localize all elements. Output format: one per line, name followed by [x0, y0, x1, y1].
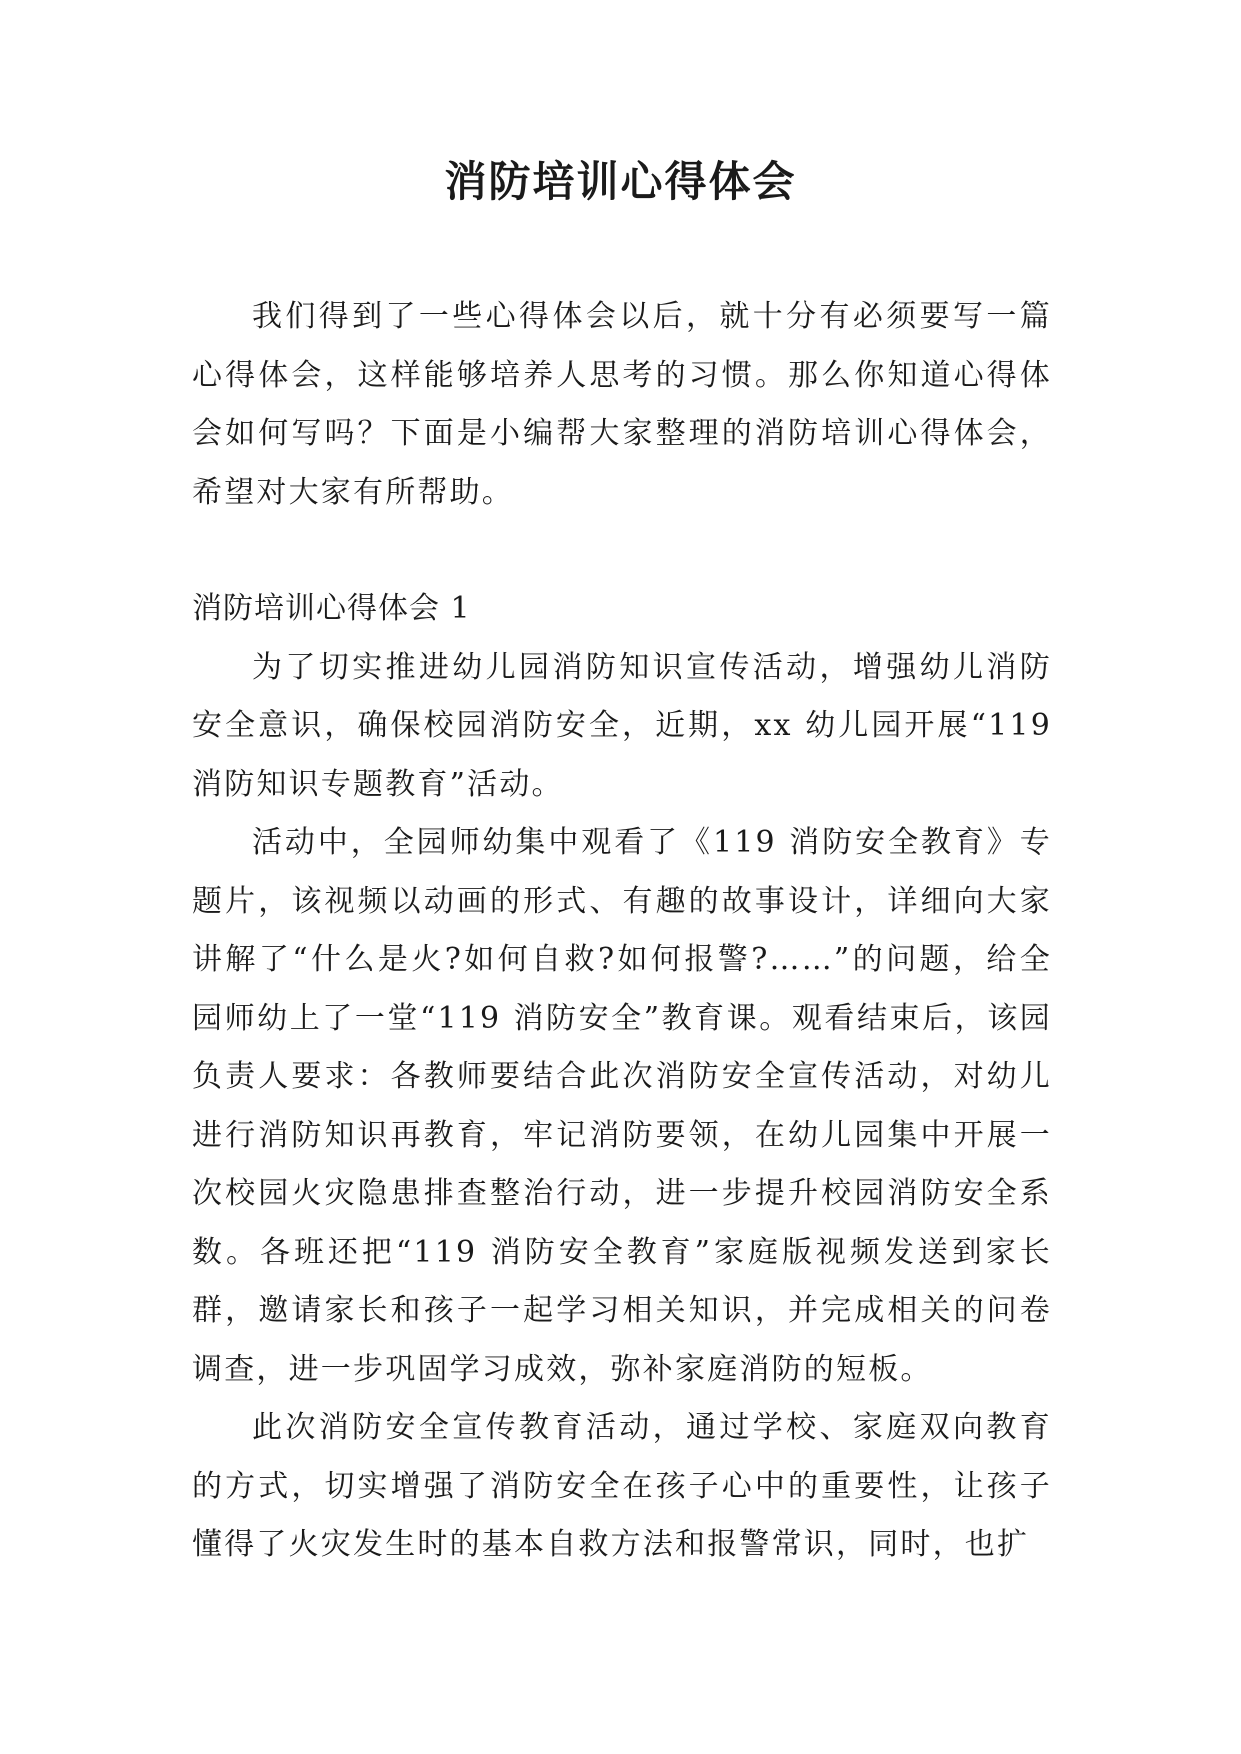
body-paragraph: 为了切实推进幼儿园消防知识宣传活动，增强幼儿消防安全意识，确保校园消防安全，近期，xx 幼儿园开展“119 消防知识专题教育”活动。: [192, 649, 1052, 802]
body-paragraph: 活动中，全园师幼集中观看了《119 消防安全教育》专题片，该视频以动画的形式、有趣的故事设计，详细向大家讲解了“什么是火?如何自救?如何报警?……”的问题，给全园师幼上了一堂“119 消防安全”教育课。观看结束后，该园负责人要求：各教师要结合此次消防安全宣传活动，对幼儿进行消防知识再教育，牢记消防要领，在幼儿园集中开展一次校园火灾隐患排查整治行动，进一步提升校园消防安全系数。各班还把“119 消防安全教育”家庭版视频发送到家长群，邀请家长和孩子一起学习相关知识，并完成相关的问卷调查，进一步巩固学习成效，弥补家庭消防的短板。: [192, 825, 1052, 1387]
section-heading: 消防培训心得体会 1: [192, 591, 471, 626]
document-title: 消防培训心得体会: [444, 157, 797, 206]
body-paragraph: 此次消防安全宣传教育活动，通过学校、家庭双向教育的方式，切实增强了消防安全在孩子心中的重要性，让孩子懂得了火灾发生时的基本自救方法和报警常识，同时，也扩: [192, 1410, 1052, 1562]
intro-paragraph: 我们得到了一些心得体会以后，就十分有必须要写一篇心得体会，这样能够培养人思考的习惯。那么你知道心得体会如何写吗？下面是小编帮大家整理的消防培训心得体会，希望对大家有所帮助。: [192, 299, 1052, 510]
document-body: [192, 288, 1052, 1575]
